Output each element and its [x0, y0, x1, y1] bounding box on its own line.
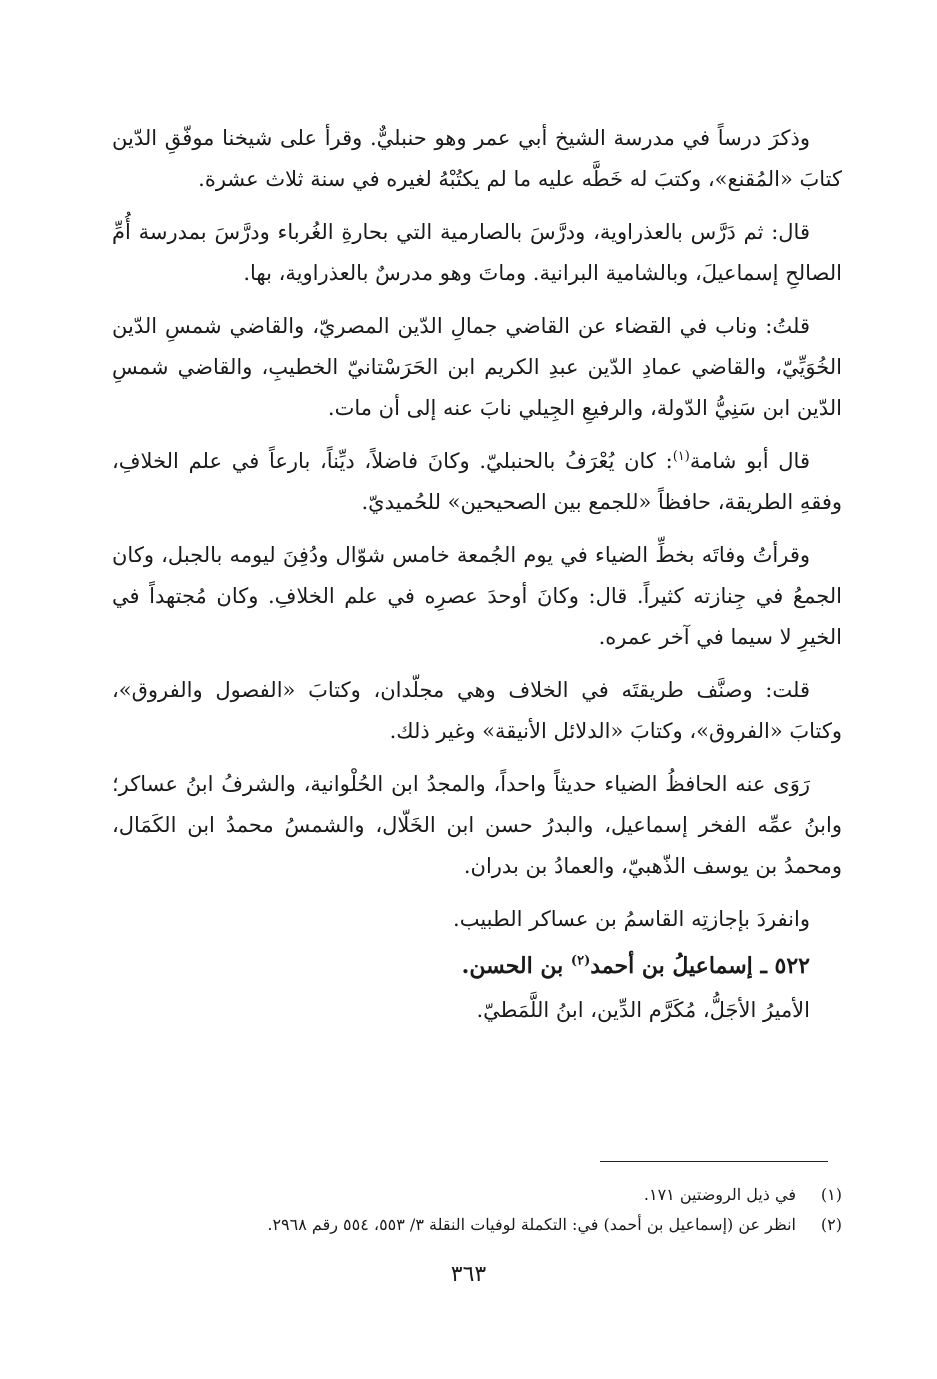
- paragraph-5: وقرأتُ وفاتَه بخطِّ الضياء في يوم الجُمعة خامس شوّال ودُفِنَ ليومه بالجبل، وكان الجمعُ في جِنازته كثيراً. قال: وكانَ أوحدَ عصرِه في علم الخلافِ. وكان مُجتهداً في الخيرِ لا سيما في آخر عمره.: [112, 543, 842, 649]
- footnote-ref-1: (١): [672, 449, 690, 464]
- paragraph-4-after: : كان يُعْرَفُ بالحنبليّ. وكانَ فاضلاً، ديِّناً، بارعاً في علم الخلافِ، وفقهِ الطريقة، حافظاً «للجمع بين الصحيحين» للحُميديّ.: [112, 449, 842, 514]
- footnote-1-number: (١): [820, 1185, 842, 1204]
- footnote-2: [112, 1210, 842, 1240]
- paragraph-4: [112, 441, 842, 523]
- entry-subtitle: الأميرُ الأجَلُّ، مُكَرَّم الدِّين، ابنُ اللَّمَطيّ.: [476, 998, 810, 1022]
- paragraph-4-before: قال أبو شامة: [689, 449, 810, 473]
- footnotes: [112, 1180, 842, 1240]
- footnote-2-text: انظر عن (إسماعيل بن أحمد) في: التكملة لوفيات النقلة ٣/ ٥٥٣، ٥٥٤ رقم ٢٩٦٨.: [267, 1215, 796, 1234]
- footnote-ref-2: (٢): [570, 953, 591, 969]
- page-number: ٣٦٣: [450, 1262, 487, 1287]
- footnote-divider: [600, 1161, 828, 1162]
- paragraph-2: قال: ثم دَرَّس بالعذراوية، ودرَّسَ بالصارمية التي بحارةِ الغُرباء ودرَّسَ بمدرسة أُمِّ الصالحِ إسماعيلَ، وبالشامية البرانية. وماتَ وهو مدرسٌ بالعذراوية، بها.: [112, 220, 842, 285]
- paragraph-7: رَوَى عنه الحافظُ الضياء حديثاً واحداً، والمجدُ ابن الحُلْوانية، والشرفُ ابنُ عساكر؛ وابنُ عمِّه الفخر إسماعيل، والبدرُ حسن ابن الخَلّال، والشمسُ محمدُ ابن الكَمَال، ومحمدُ بن يوسف الذّهبيّ، والعمادُ بن بدران.: [112, 772, 842, 878]
- paragraph-6: قلت: وصنَّف طريقتَه في الخلاف وهي مجلّدان، وكتابَ «الفصول والفروق»، وكتابَ «الفروق»، وكتابَ «الدلائل الأنيقة» وغير ذلك.: [112, 678, 842, 743]
- footnote-2-number: (٢): [820, 1215, 842, 1234]
- footnote-1-text: في ذيل الروضتين ١٧١.: [643, 1185, 796, 1204]
- entry-title-after: بن الحسن.: [461, 953, 571, 979]
- entry-title: [112, 942, 842, 990]
- entry-title-before: ٥٢٢ ـ إسماعيلُ بن أحمد: [590, 953, 810, 979]
- paragraph-8: وانفردَ بإجازتِه القاسمُ بن عساكر الطبيب.: [453, 907, 810, 931]
- main-text: [112, 118, 842, 1031]
- paragraph-3: قلتُ: وناب في القضاء عن القاضي جمالِ الدّين المصريّ، والقاضي شمسِ الدّين الخُوَيِّيّ، والقاضي عمادِ الدّين عبدِ الكريم ابن الحَرَسْتانيّ الخطيبِ، والقاضي شمسِ الدّين ابن سَنِيُّ الدّولة، والرفيعِ الجِيلي نابَ عنه إلى أن مات.: [112, 314, 842, 420]
- paragraph-1: وذكرَ درساً في مدرسة الشيخ أبي عمر وهو حنبليٌّ. وقرأ على شيخنا موفّقِ الدّين كتابَ «المُقنع»، وكتبَ له خَطَّه عليه ما لم يكتُبْهُ لغيره في سنة ثلاث عشرة.: [112, 126, 842, 191]
- footnote-1: [112, 1180, 842, 1210]
